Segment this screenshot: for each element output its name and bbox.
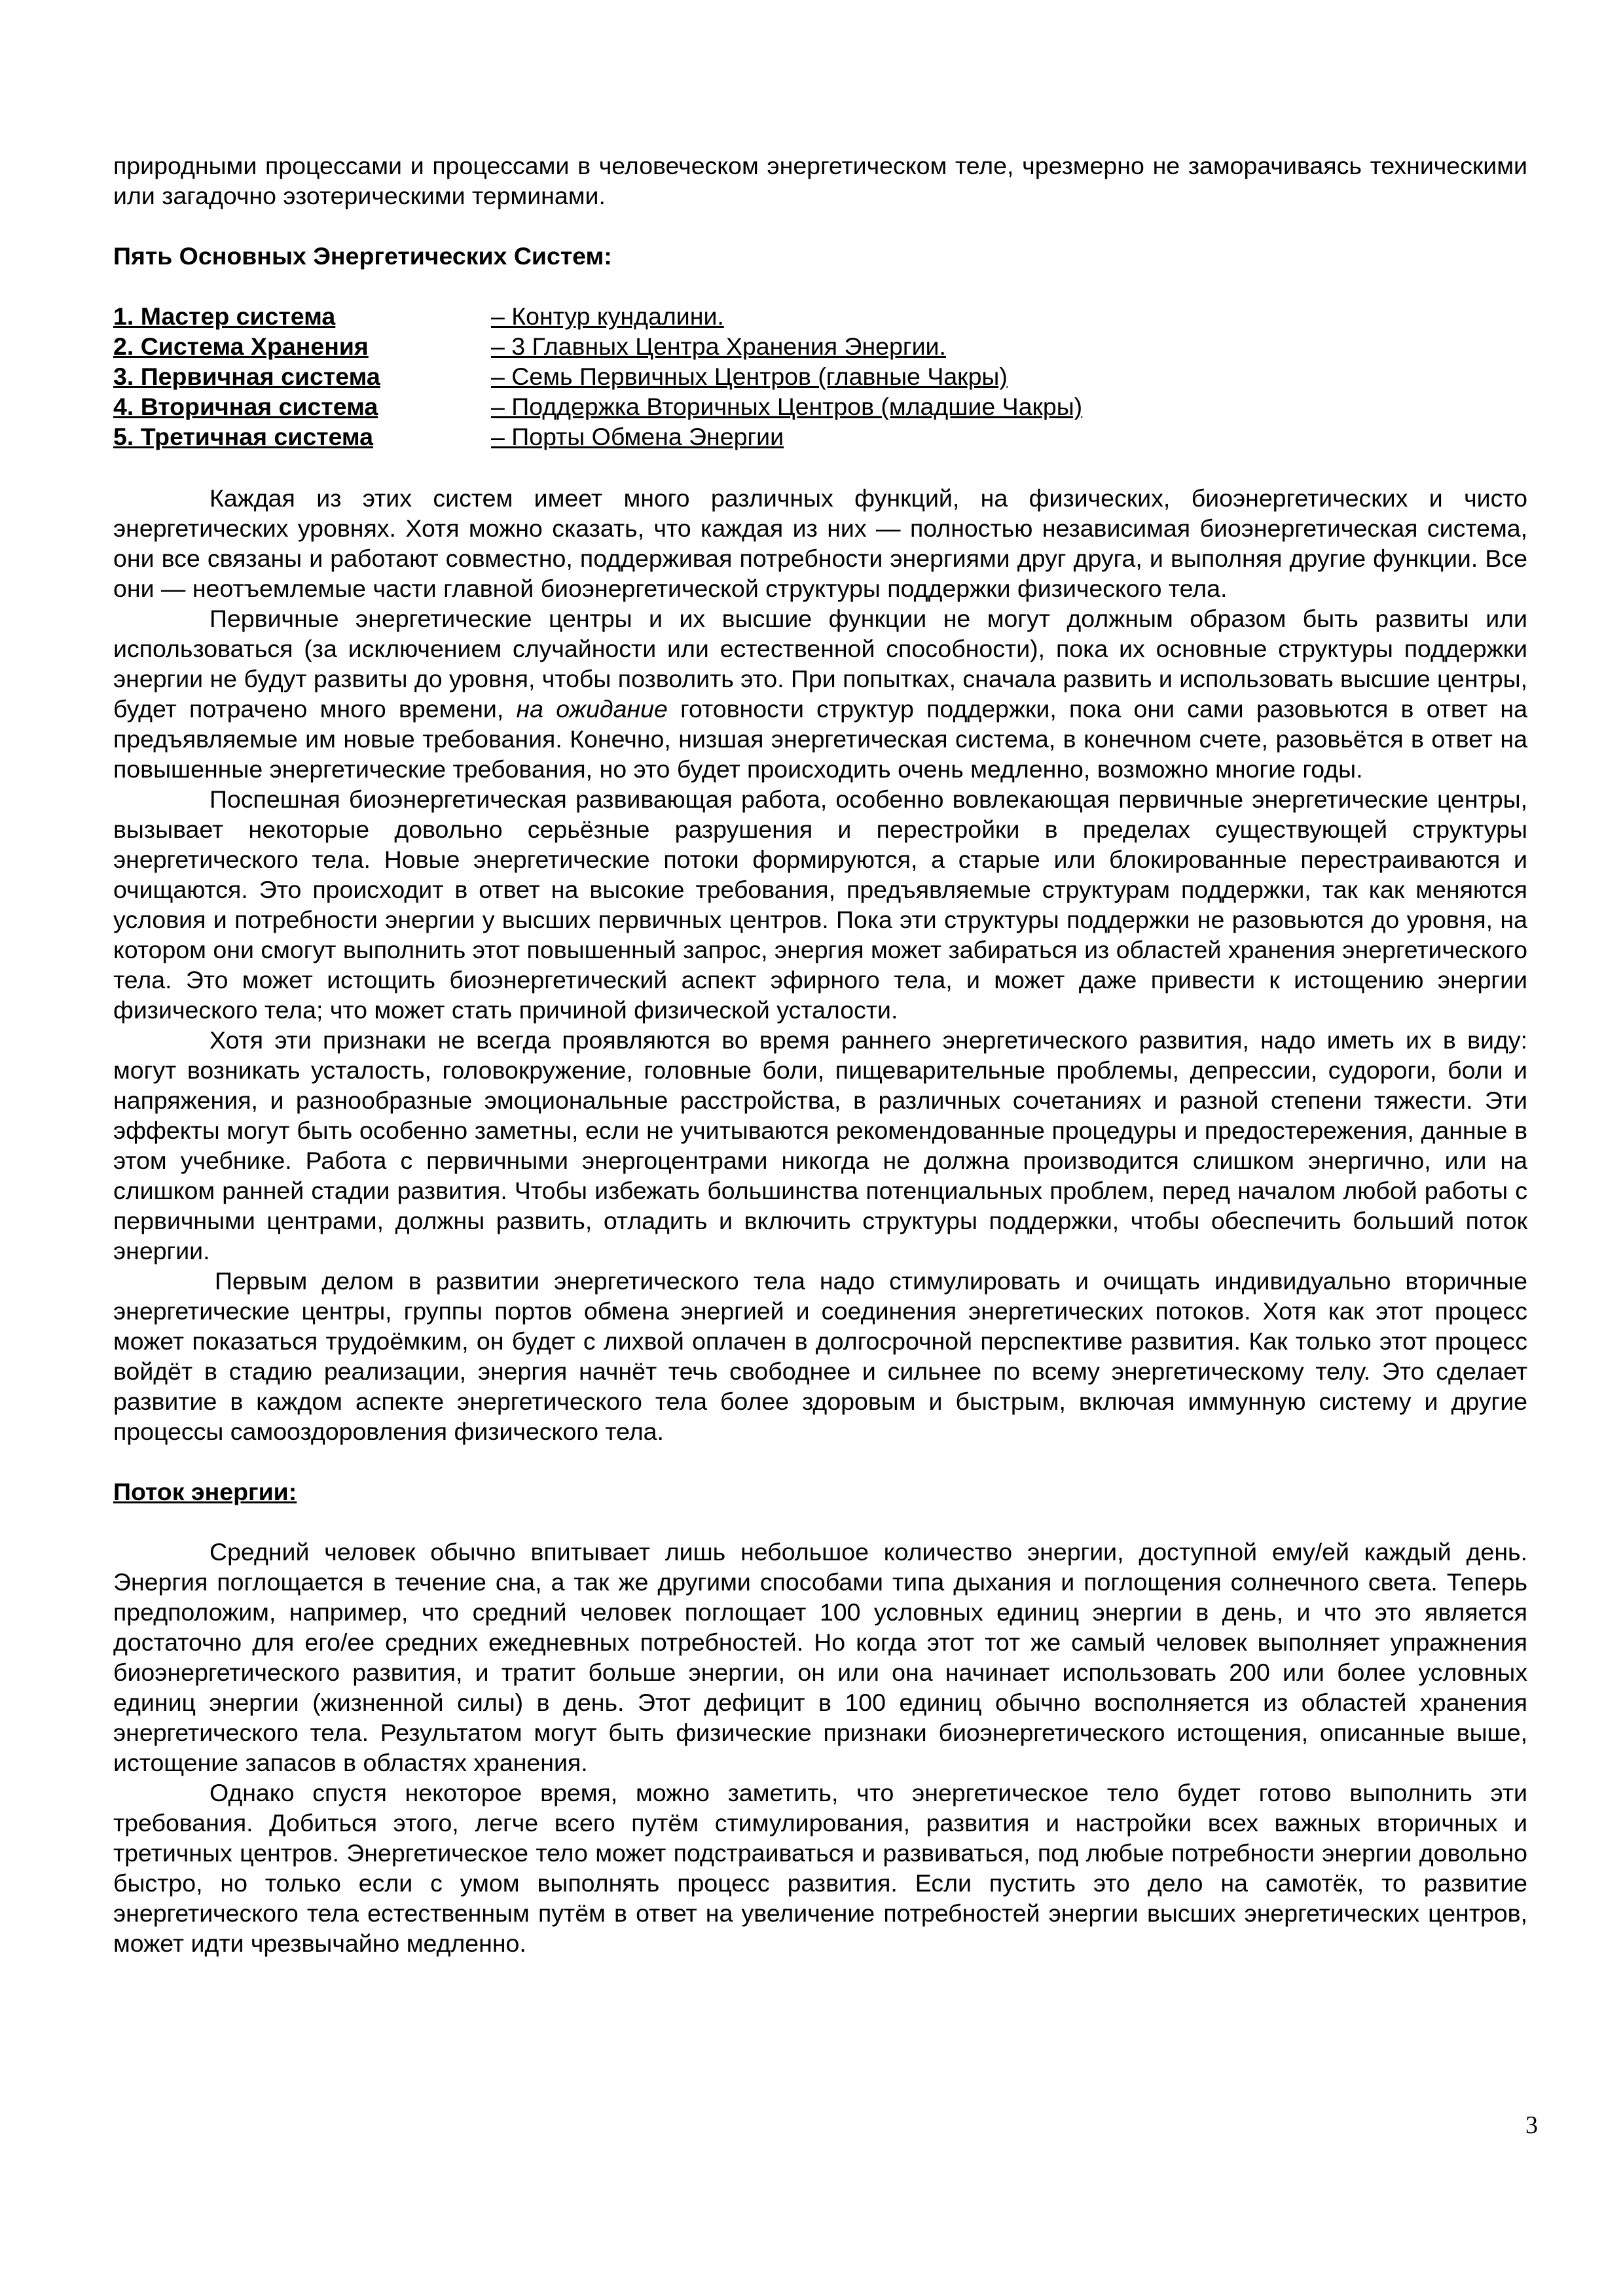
system-row [113, 331, 1527, 361]
systems-heading: Пять Основных Энергетических Систем: [113, 242, 612, 270]
intro-paragraph: природными процессами и процессами в человеческом энергетическом теле, чрезмерно не заморачиваясь техническими или загадочно эзотерическими терминами. [113, 152, 1527, 209]
system-name: 1. Мастер система [113, 302, 336, 330]
emphasis-text: на ожидание [516, 695, 668, 723]
system-description: – Семь Первичных Центров (главные Чакры) [491, 363, 1008, 390]
system-description: – Поддержка Вторичных Центров (младшие Чакры) [491, 393, 1083, 420]
system-name: 3. Первичная система [113, 363, 380, 390]
system-row [113, 301, 1527, 331]
system-description: – Порты Обмена Энергии [491, 423, 784, 450]
system-name: 4. Вторичная система [113, 393, 378, 420]
body-paragraph: Поспешная биоэнергетическая развивающая работа, особенно вовлекающая первичные энергетические центры, вызывает некоторые довольно серьёзные разрушения и перестройки в пределах существующей структуры энергетического тела. Новые энергетические потоки формируются, а старые или блокированные перестраиваются и очищаются. Это происходит в ответ на высокие требования, предъявляемые структурам поддержки, так как меняются условия и потребности энергии у высших первичных центров. Пока эти структуры поддержки не разовьются до уровня, на котором они смогут выполнить этот повышенный запрос, энергия может забираться из областей хранения энергетического тела. Это может истощить биоэнергетический аспект эфирного тела, и может даже привести к истощению энергии физического тела; что может стать причиной физической усталости. [113, 785, 1527, 1024]
system-row [113, 422, 1527, 452]
energy-flow-heading: Поток энергии: [113, 1478, 297, 1505]
system-row [113, 391, 1527, 422]
paragraph-text: Первичные энергетические центры и их высшие функции не могут должным образом быть развиты или использоваться (за исключением случайности или естественной способности), пока их основные структуры поддержки энергии не будут развиты до уровня, чтобы позволить это. При попытках, сначала развить и использовать высшие центры, будет потрачено много времени, [113, 605, 1528, 723]
page-number: 3 [1525, 2111, 1538, 2139]
paragraph-text: готовности структур поддержки, пока они сами разовьются в ответ на предъявляемые им новые требования. Конечно, низшая энергетическая система, в конечном счете, разовьётся в ответ на повышенные энергетические требования, но это будет происходить очень медленно, возможно многие годы. [113, 695, 1527, 783]
body-paragraph: Первым делом в развитии энергетического тела надо стимулировать и очищать индивидуально вторичные энергетические центры, группы портов обмена энергией и соединения энергетических потоков. Хотя как этот процесс может показаться трудоёмким, он будет с лихвой оплачен в долгосрочной перспективе развития. Как только этот процесс войдёт в стадию реализации, энергия начнёт течь свободнее и сильнее по всему энергетическому телу. Это сделает развитие в каждом аспекте энергетического тела более здоровым и быстрым, включая иммунную систему и другие процессы самооздоровления физического тела. [113, 1267, 1527, 1445]
body-paragraph [113, 603, 1527, 784]
systems-list [113, 301, 1527, 452]
body-paragraph: Каждая из этих систем имеет много различных функций, на физических, биоэнергетических и чисто энергетических уровнях. Хотя можно сказать, что каждая из них — полностью независимая биоэнергетическая система, они все связаны и работают совместно, поддерживая потребности энергиями друг друга, и выполняя другие функции. Все они — неотъемлемые части главной биоэнергетической структуры поддержки физического тела. [113, 484, 1527, 602]
system-description: – Контур кундалини. [491, 302, 724, 330]
document-page [113, 151, 1527, 1958]
system-row [113, 361, 1527, 391]
system-description: – 3 Главных Центра Хранения Энергии. [491, 332, 946, 360]
system-name: 5. Третичная система [113, 423, 374, 450]
body-paragraph: Хотя эти признаки не всегда проявляются во время раннего энергетического развития, надо иметь их в виду: могут возникать усталость, головокружение, головные боли, пищеварительные проблемы, депрессии, судороги, боли и напряжения, и разнообразные эмоциональные расстройства, в различных сочетаниях и разной степени тяжести. Эти эффекты могут быть особенно заметны, если не учитываются рекомендованные процедуры и предостережения, данные в этом учебнике. Работа с первичными энергоцентрами никогда не должна производится слишком энергично, или на слишком ранней стадии развития. Чтобы избежать большинства потенциальных проблем, перед началом любой работы с первичными центрами, должны развить, отладить и включить структуры поддержки, чтобы обеспечить больший поток энергии. [113, 1026, 1527, 1265]
system-name: 2. Система Хранения [113, 332, 369, 360]
body-paragraph: Однако спустя некоторое время, можно заметить, что энергетическое тело будет готово выполнить эти требования. Добиться этого, легче всего путём стимулирования, развития и настройки всех важных вторичных и третичных центров. Энергетическое тело может подстраиваться и развиваться, под любые потребности энергии довольно быстро, но только если с умом выполнять процесс развития. Если пустить это дело на самотёк, то развитие энергетического тела естественным путём в ответ на увеличение потребностей энергии высших энергетических центров, может идти чрезвычайно медленно. [113, 1779, 1527, 1957]
body-paragraph: Средний человек обычно впитывает лишь небольшое количество энергии, доступной ему/ей каждый день. Энергия поглощается в течение сна, а так же другими способами типа дыхания и поглощения солнечного света. Теперь предположим, например, что средний человек поглощает 100 условных единиц энергии в день, и что это является достаточно для его/ее средних ежедневных потребностей. Но когда этот тот же самый человек выполняет упражнения биоэнергетического развития, и тратит больше энергии, он или она начинает использовать 200 или более условных единиц энергии (жизненной силы) в день. Этот дефицит в 100 единиц обычно восполняется из областей хранения энергетического тела. Результатом могут быть физические признаки биоэнергетического истощения, описанные выше, истощение запасов в областях хранения. [113, 1538, 1527, 1776]
